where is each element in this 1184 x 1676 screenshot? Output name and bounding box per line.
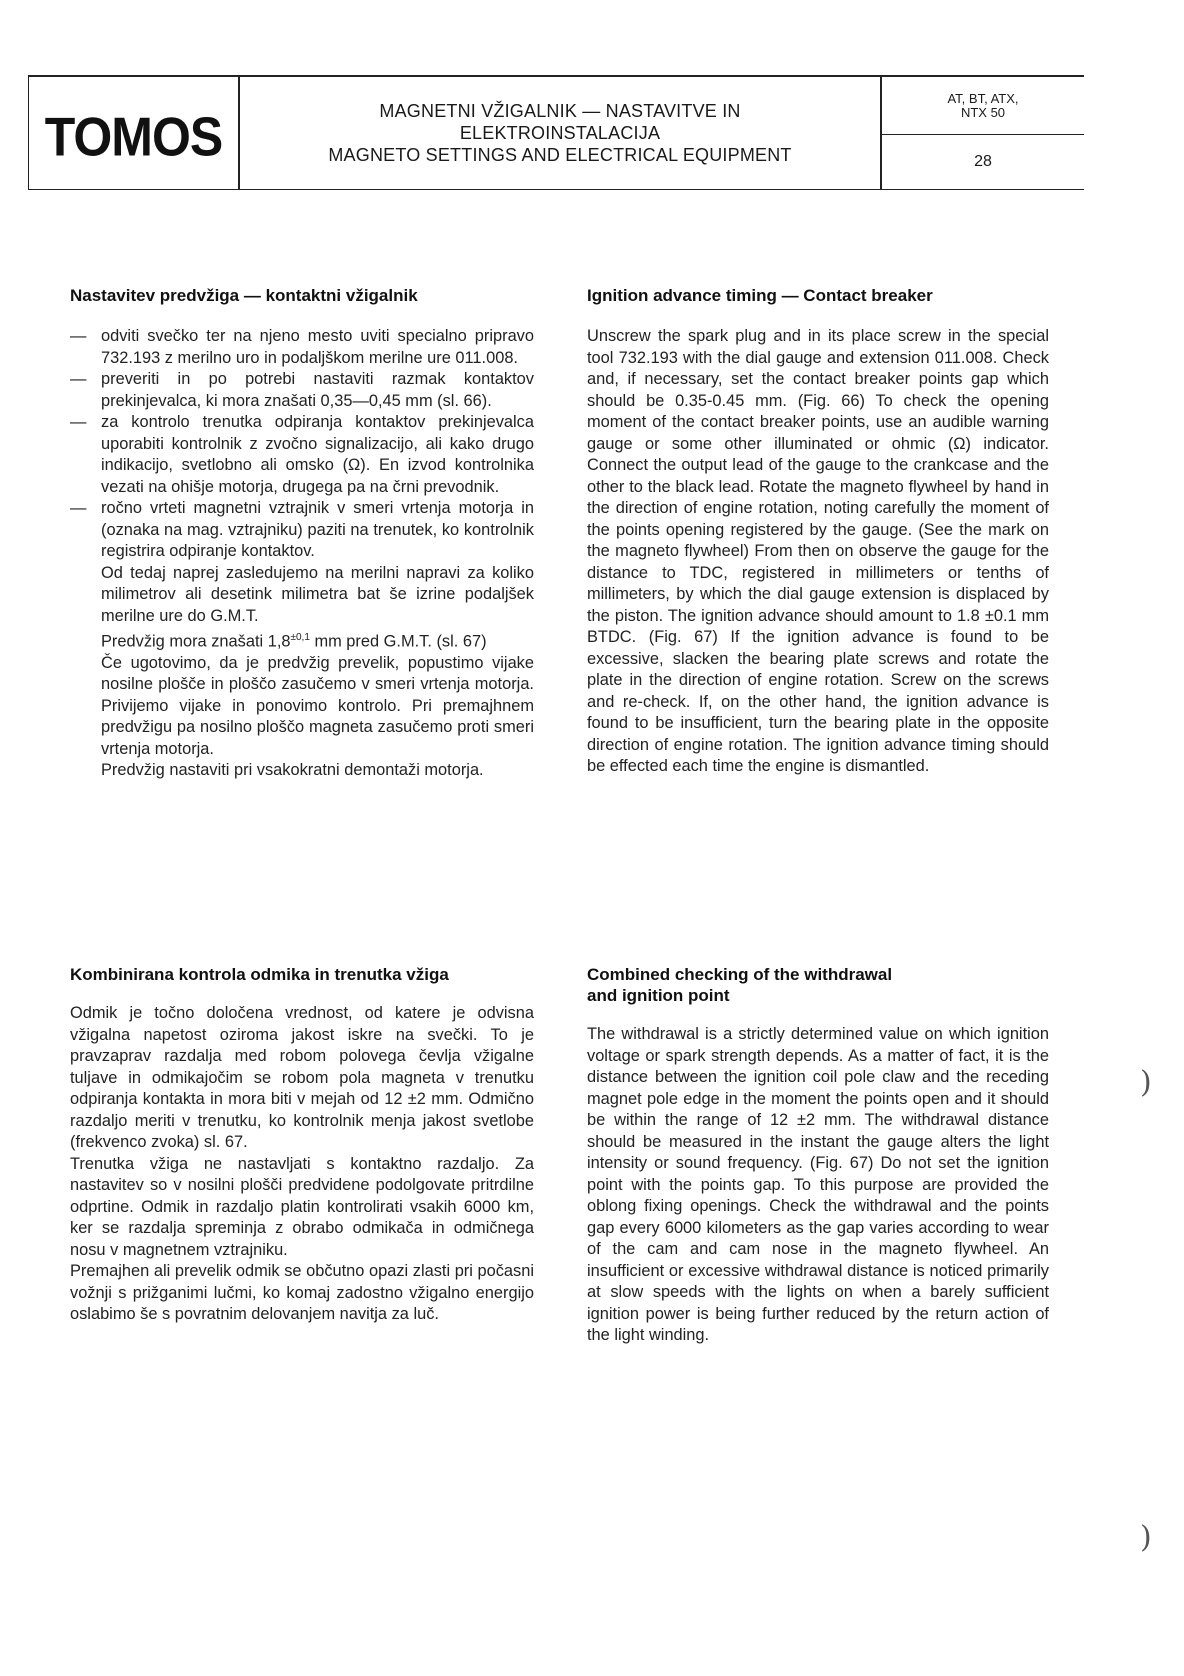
left-section-2 <box>70 964 534 1326</box>
list-item: — preveriti in po potrebi nastaviti razmak kontaktov prekinjevalca, ki mora znašati 0,35—0,45 mm (sl. 66). <box>70 370 534 410</box>
right-paragraph: The withdrawal is a strictly determined value on which ignition voltage or spark strength depends. As a matter of fact, it is the distance between the ignition coil pole claw and the receding magnet pole edge in the moment the points open and it should be within the range of 12 ±2 mm. The withdrawal distance should be measured in the instant the gauge alters the light intensity or sound frequency. (Fig. 67) Do not set the ignition point with the points gap. To this purpose are provided the oblong fixing openings. Check the withdrawal and the points gap every 6000 kilometers as the gap varies according to wear of the cam and cam nose in the magneto flywheel. An insufficient or excessive withdrawal distance is noticed primarily at slow speeds with the lights on when a barely sufficient ignition power is being further reduced by the return action of the light winding. <box>587 1025 1049 1344</box>
left-paragraph: Če ugotovimo, da je predvžig prevelik, popustimo vijake nosilne plošče in ploščo zasučemo v smeri vrtenja motorja. Privijemo vijake in ponovimo kontrolo. Pri premajhnem predvžigu pa nosilno ploščo magneta zasučemo proti smeri vrtenja motorja. <box>101 653 534 758</box>
title-slovenian-line2: ELEKTROINSTALACIJA <box>459 123 661 143</box>
right-section-1 <box>587 285 1049 778</box>
scan-margin-mark: ) <box>1140 1520 1152 1555</box>
list-item: — ročno vrteti magnetni vztrajnik v smeri vrtenja motorja in (oznaka na mag. vztrajniku) paziti na trenutek, ko kontrolnik registrira odpiranje kontaktov. <box>70 499 534 560</box>
right-section-2-heading: Combined checking of the withdrawal and ignition point <box>587 965 893 1005</box>
models-cell <box>882 77 1084 135</box>
list-item: — odviti svečko ter na njeno mesto uviti specialno pripravo 732.193 z merilno uro in podaljškom merilne ure 011.008. <box>70 327 534 367</box>
left-paragraph: Odmik je točno določena vrednost, od katere je odvisna vžigalna napetost oziroma jakost iskre na svečki. To je pravzaprav razdalja med robom polovega čevlja vžigalne tuljave in odmikajočim se robom pola magneta v trenutku odpiranja kontakta in mora biti v mejah od 12 ±2 mm. Odmično razdaljo meriti v trenutku, ko kontrolnik menja jakost svetlobe (frekvenco zvoka) sl. 67. <box>70 1004 534 1151</box>
page-number: 28 <box>974 153 992 170</box>
title-slovenian-line1: MAGNETNI VŽIGALNIK — NASTAVITVE IN <box>379 101 741 121</box>
title-cell <box>240 77 882 189</box>
document-header <box>28 75 1084 190</box>
title-english: MAGNETO SETTINGS AND ELECTRICAL EQUIPMENT <box>328 145 792 165</box>
left-section-2-heading: Kombinirana kontrola odmika in trenutka vžiga <box>70 965 449 984</box>
right-section-2 <box>587 964 1049 1347</box>
right-section-1-heading: Ignition advance timing — Contact breaker <box>587 286 933 305</box>
models-line1: AT, BT, ATX, <box>947 90 1019 106</box>
list-item: — za kontrolo trenutka odpiranja kontaktov prekinjevalca uporabiti kontrolnik z zvočno signalizacijo, ali kako drugo indikacijo, svetlobno ali omsko (Ω). En izvod kontrolnika vezati na ohišje motorja, drugega pa na črni prevodnik. <box>70 413 534 496</box>
left-section-1-list <box>70 326 534 563</box>
left-section-1 <box>70 285 534 782</box>
left-paragraph: Predvžig nastaviti pri vsakokratni demontaži motorja. <box>101 761 484 780</box>
scan-margin-mark: ) <box>1140 1065 1152 1100</box>
left-paragraph: Od tedaj naprej zasledujemo na merilni napravi za koliko milimetrov ali desetink milimetra bat še izrine podaljšek merilne ure do G.M.T. <box>101 563 534 625</box>
tomos-logo: TOMOS <box>44 106 223 168</box>
logo-cell <box>29 77 240 189</box>
left-paragraph-advance: Predvžig mora znašati $1,8^{\pm 0,1}$ mm pred G.M.T. (sl. 67) <box>101 632 487 651</box>
left-paragraph: Trenutka vžiga ne nastavljati s kontaktno razdaljo. Za nastavitev so v nosilni plošči predvidene podolgovate pritrdilne odprtine. Odmik in razdaljo platin kontrolirati vsakih 6000 km, ker se razdalja spreminja z obrabo odmikača in odmičnega nosu v magnetnem vztrajniku. <box>70 1154 534 1259</box>
right-paragraph: Unscrew the spark plug and in its place screw in the special tool 732.193 with the dial gauge and extension 011.008. Check and, if necessary, set the contact breaker points gap which should be 0.35-0.45 mm. (Fig. 66) To check the opening moment of the contact breaker points, use an audible warning gauge or some other illuminated or ohmic (Ω) indicator. Connect the output lead of the gauge to the crankcase and the other to the black lead. Rotate the magneto flywheel by hand in the direction of engine rotation, noting carefully the moment of the points opening registered by the gauge. (See the mark on the magneto flywheel) From then on observe the gauge for the distance to TDC, registered in millimeters or tenths of millimeters, by which the dial gauge extension is displaced by the piston. The ignition advance should amount to 1.8 ±0.1 mm BTDC. (Fig. 67) If the ignition advance is found to be excessive, slacken the bearing plate screws and rotate the plate in the direction of engine rotation. Screw on the screws and re-check. If, on the other hand, the ignition advance is found to be insufficient, turn the bearing plate in the opposite direction of engine rotation. The ignition advance timing should be effected each time the engine is dismantled. <box>587 327 1049 775</box>
left-paragraph: Premajhen ali prevelik odmik se občutno opazi zlasti pri počasni vožnji s prižganimi lučmi, ko komaj zadostno vžigalno energijo oslabimo še s povratnim delovanjem navitja za luč. <box>70 1262 534 1323</box>
models-line2: NTX 50 <box>960 104 1006 120</box>
left-section-1-heading: Nastavitev predvžiga — kontaktni vžigalnik <box>70 286 418 305</box>
